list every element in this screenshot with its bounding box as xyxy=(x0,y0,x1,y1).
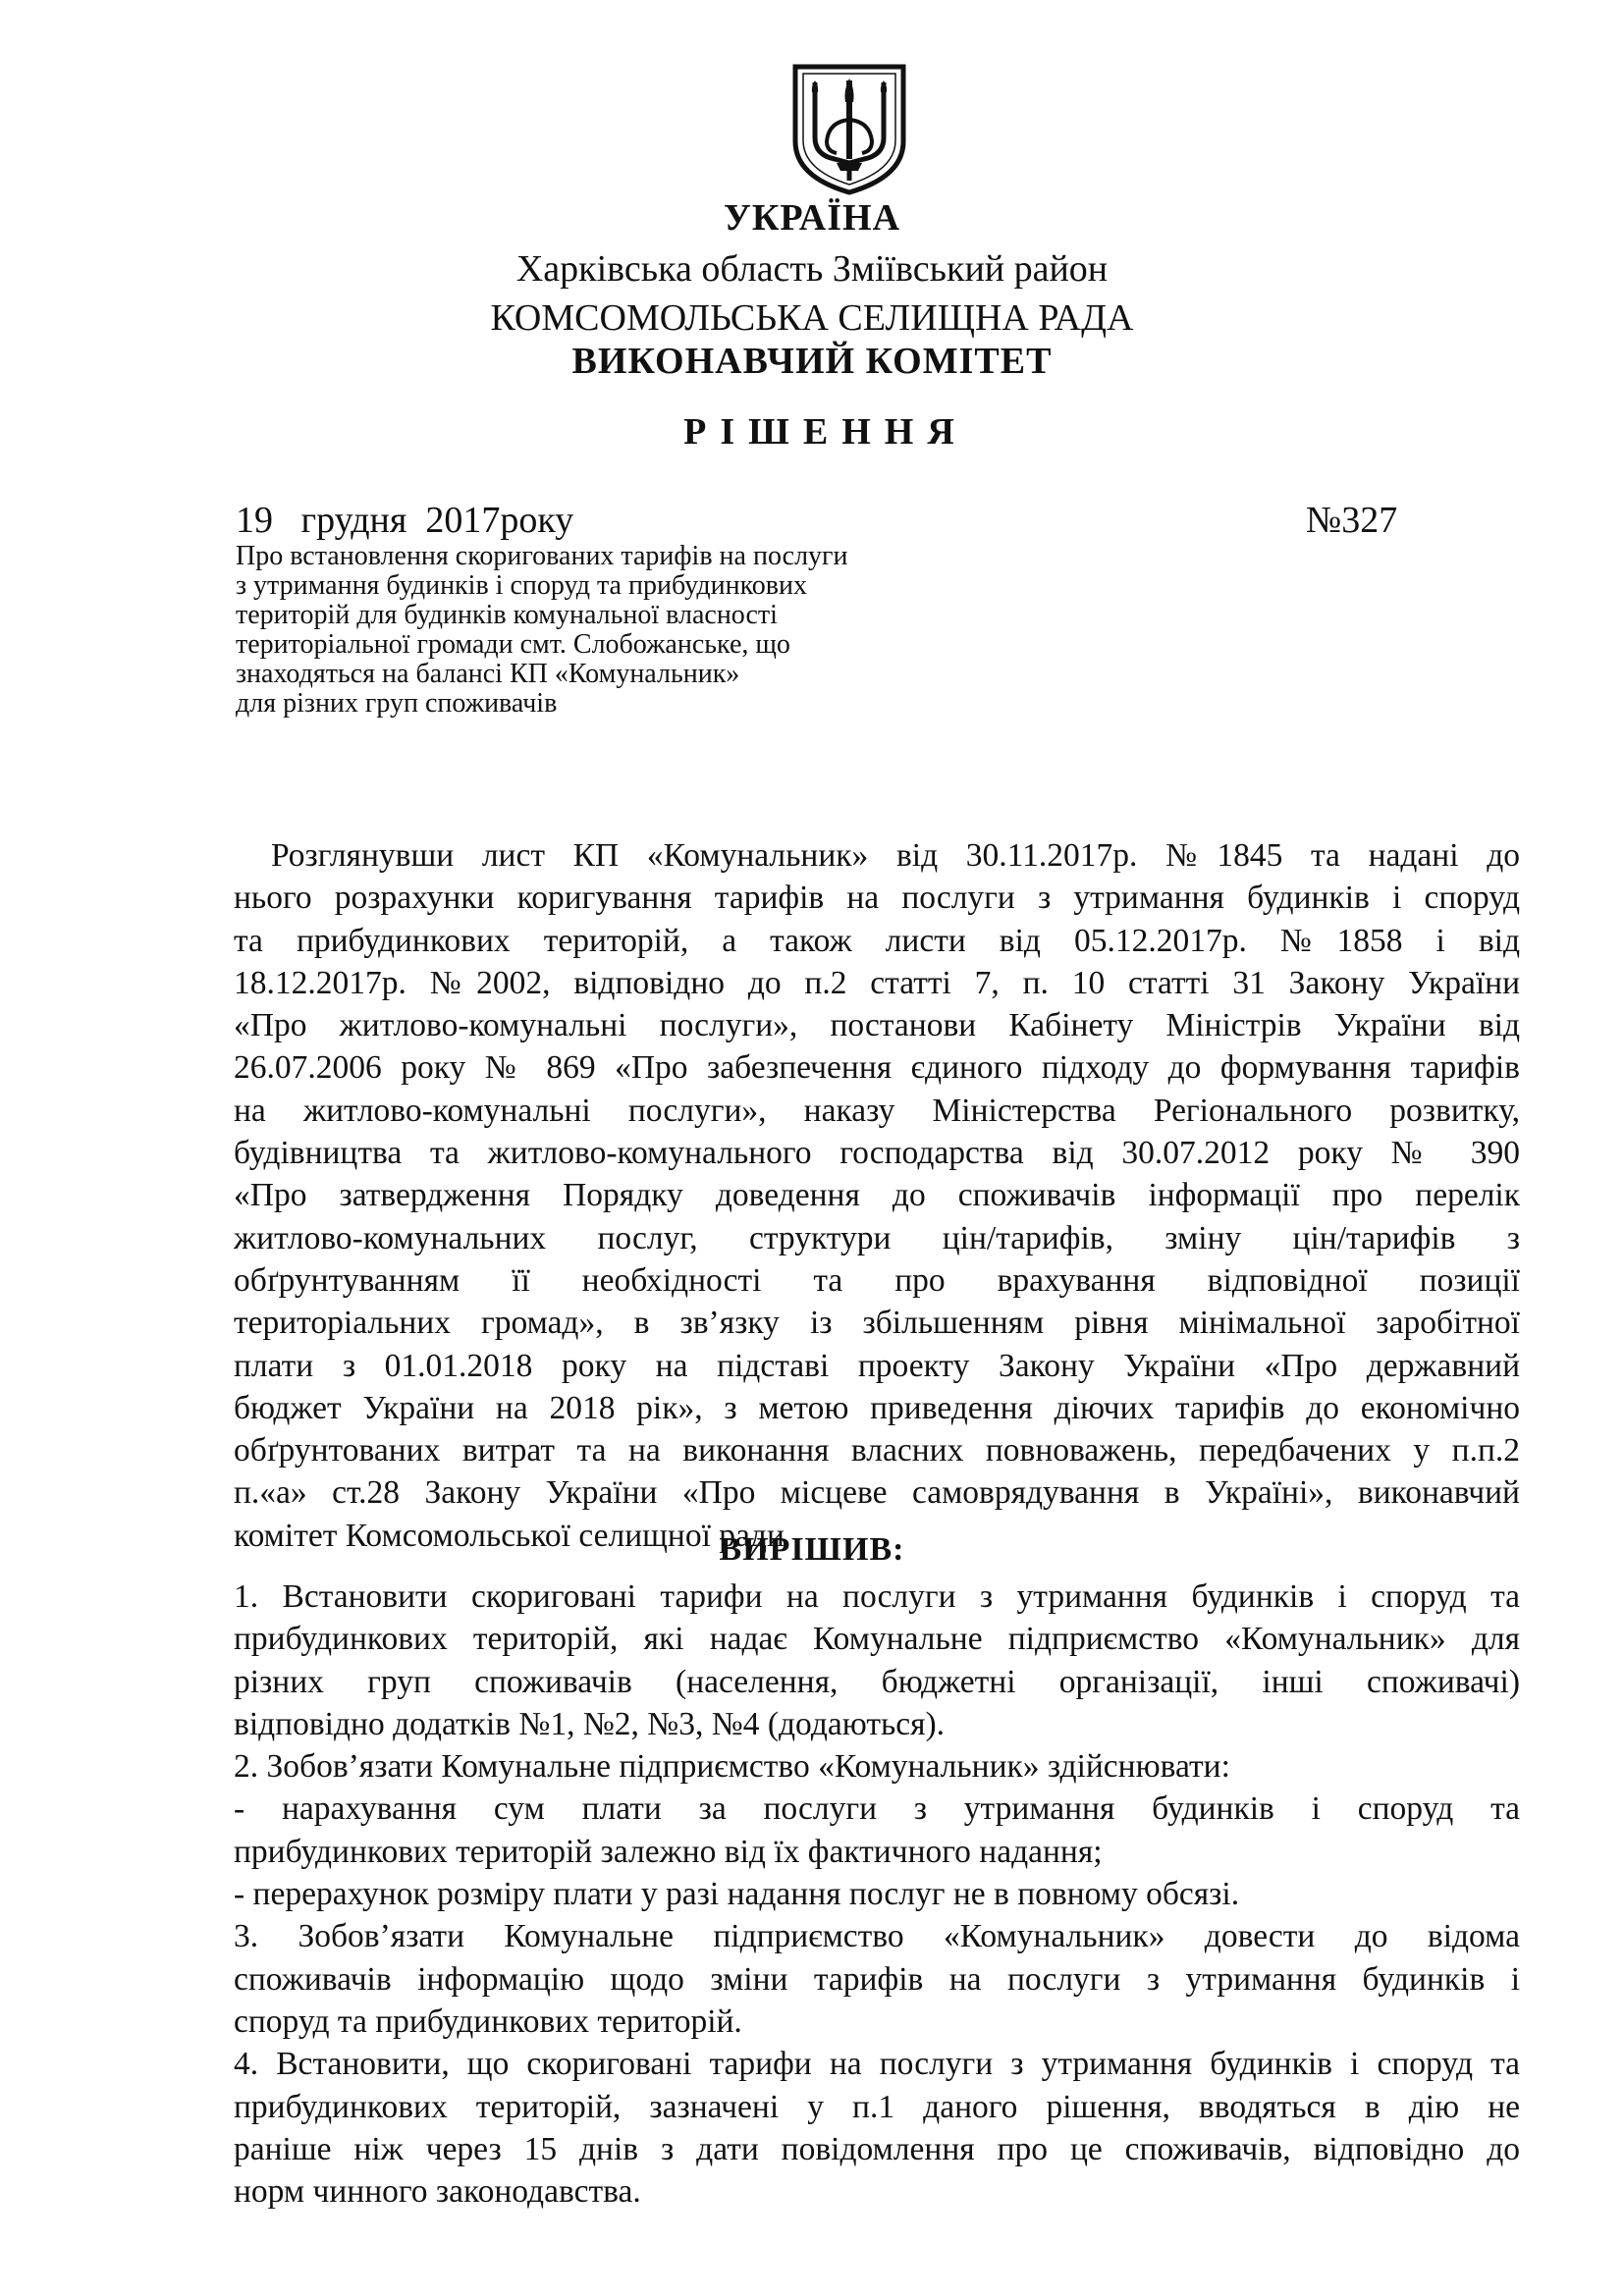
preamble-line: п.«а» ст.28 Закону України «Про місцеве самоврядування в Україні», виконавчий xyxy=(234,1474,1520,1512)
item-line: 3. Зобов’язати Комунальне підприємство «Комунальник» довести до відома xyxy=(234,1918,1520,1955)
subject-line: територіальної громади смт. Слобожанське, що xyxy=(236,629,790,660)
preamble-line: «Про житлово-комунальні послуги», постанови Кабінету Міністрів України від xyxy=(234,1007,1520,1044)
preamble-line: будівництва та житлово-комунального господарства від 30.07.2012 року № 390 xyxy=(234,1135,1520,1172)
item-line: різних груп споживачів (населення, бюджетні організації, інші споживачі) xyxy=(234,1663,1520,1700)
committee-name: ВИКОНАВЧИЙ КОМІТЕТ xyxy=(571,341,1053,382)
preamble-line: житлово-комунальних послуг, структури цін/тарифів, зміну цін/тарифів з xyxy=(234,1219,1520,1256)
subject-line: Про встановлення скоригованих тарифів на послуги xyxy=(236,541,848,571)
preamble-paragraph xyxy=(234,834,1520,1557)
region-line: Харківська область Зміївський район xyxy=(515,248,1109,290)
item-line: раніше ніж через 15 днів з дати повідомлення про це споживачів, відповідно до xyxy=(234,2130,1520,2167)
subject-line: територій для будинків комунальної власності xyxy=(236,600,778,630)
trident-emblem-icon xyxy=(776,61,923,198)
preamble-line: обґрунтованих витрат та на виконання власних повноважень, передбачених у п.п.2 xyxy=(234,1432,1520,1469)
item-line: норм чинного законодавства. xyxy=(234,2173,641,2211)
item-line: 2. Зобов’язати Комунальне підприємство «Комунальник» здійснювати: xyxy=(234,1748,1230,1786)
preamble-line: плати з 01.01.2018 року на підставі проекту Закону України «Про державний xyxy=(234,1347,1520,1384)
item-line: - перерахунок розміру плати у разі надання послуг не в повному обсязі. xyxy=(234,1876,1240,1913)
preamble-line: бюджет України на 2018 рік», з метою приведення діючих тарифів до економічно xyxy=(234,1389,1520,1426)
preamble-line: Розглянувши лист КП «Комунальник» від 30.11.2017р. №1845 та надані до xyxy=(271,837,1520,874)
subject-line: з утримання будинків і споруд та прибудинкових xyxy=(236,570,807,601)
item-line: 4. Встановити, що скориговані тарифи на послуги з утримання будинків і споруд та xyxy=(234,2046,1520,2083)
subject-line: знаходяться на балансі КП «Комунальник» xyxy=(236,659,740,689)
country-heading: УКРАЇНА xyxy=(723,197,901,239)
preamble-line: обґрунтуванням її необхідності та про врахування відповідної позиції xyxy=(234,1261,1520,1299)
preamble-line: та прибудинкових територій, а також листи від 05.12.2017р. №1858 і від xyxy=(234,922,1520,959)
item-line: 1. Встановити скориговані тарифи на послуги з утримання будинків і споруд та xyxy=(234,1578,1520,1615)
preamble-line: 26.07.2006 року № 869 «Про забезпечення єдиного підходу до формування тарифів xyxy=(234,1049,1520,1087)
document-type-heading: РІШЕННЯ xyxy=(683,411,968,453)
item-line: прибудинкових територій, зазначені у п.1 даного рішення, вводяться в дію не xyxy=(234,2088,1520,2125)
council-name: КОМСОМОЛЬСЬКА СЕЛИЩНА РАДА xyxy=(490,297,1134,339)
subject-line: для різних груп споживачів xyxy=(236,688,558,719)
item-line: споживачів інформацію щодо зміни тарифів на послуги з утримання будинків і xyxy=(234,1960,1520,1998)
item-line: прибудинкових територій, які надає Комунальне підприємство «Комунальник» для xyxy=(234,1621,1520,1658)
preamble-line: 18.12.2017р. №2002, відповідно до п.2 статті 7, п. 10 статті 31 Закону України xyxy=(234,964,1520,1001)
item-line: відповідно додатків №1, №2, №3, №4 (додаються). xyxy=(234,1705,946,1742)
preamble-line: «Про затвердження Порядку доведення до споживачів інформації про перелік xyxy=(234,1177,1520,1214)
preamble-line: територіальних громад», в зв’язку із збільшенням рівня мінімальної заробітної xyxy=(234,1305,1520,1342)
decision-items xyxy=(234,1575,1520,2213)
decision-subject xyxy=(236,542,982,719)
item-line: споруд та прибудинкових територій. xyxy=(234,2002,742,2040)
preamble-line: на житлово-комунальні послуги», наказу Міністерства Регіонального розвитку, xyxy=(234,1092,1520,1129)
preamble-line: нього розрахунки коригування тарифів на послуги з утримання будинків і споруд xyxy=(234,880,1520,917)
item-line: прибудинкових територій залежно від їх фактичного надання; xyxy=(234,1833,1103,1870)
decision-date: 19 грудня 2017року xyxy=(236,500,574,541)
preamble-line: комітет Комсомольської селищної ради xyxy=(234,1517,785,1554)
decided-heading: ВИРІШИВ: xyxy=(719,1531,905,1568)
item-line: - нарахування сум плати за послуги з утримання будинків і споруд та xyxy=(234,1790,1520,1828)
decision-number: №327 xyxy=(1306,500,1398,541)
